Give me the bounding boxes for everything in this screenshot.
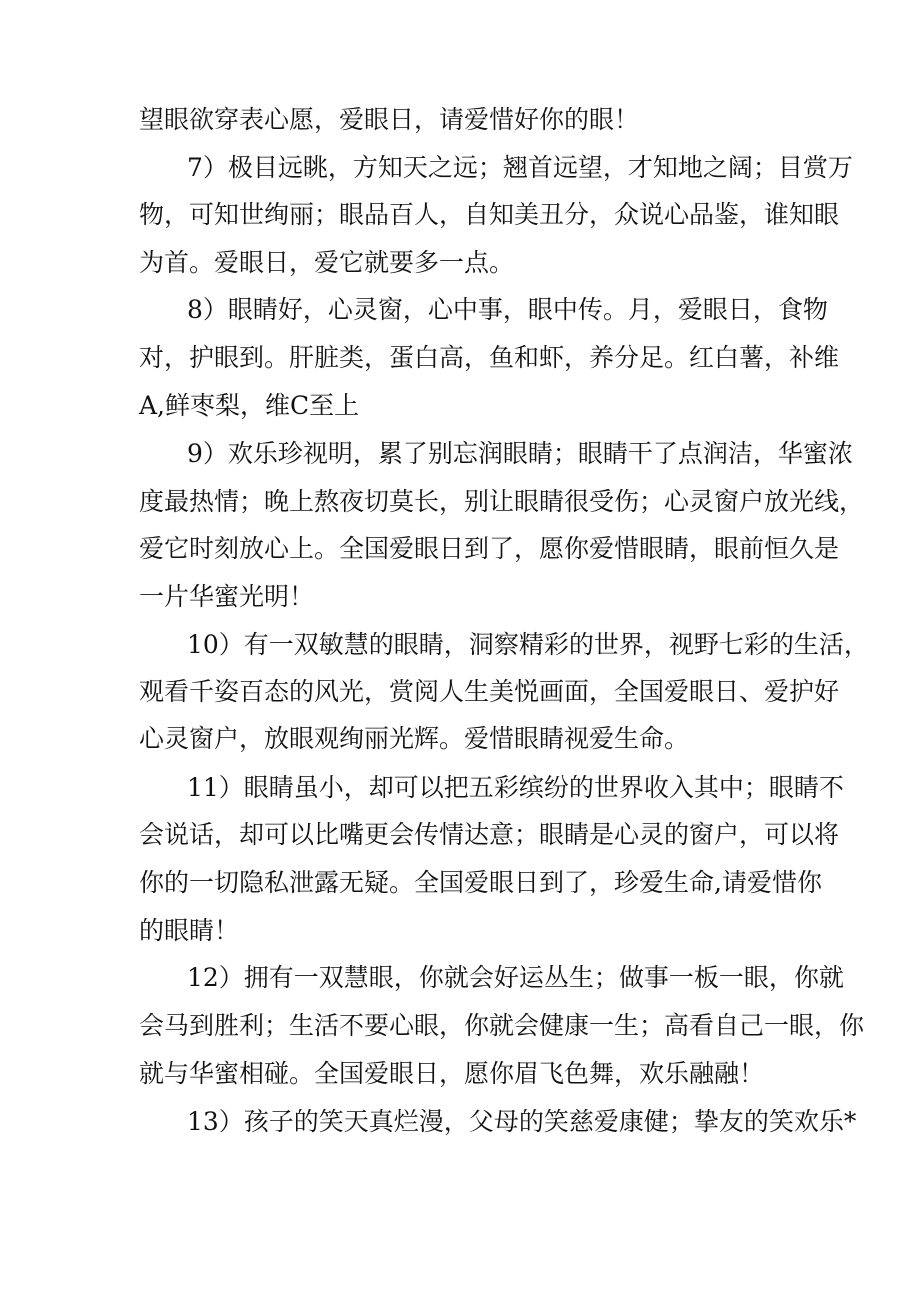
text-line: 的眼睛！ bbox=[139, 916, 240, 945]
text-line: 一片华蜜光明！ bbox=[139, 582, 315, 611]
paragraph-10-line: 10）有一双敏慧的眼睛，洞察精彩的世界，视野七彩的生活， bbox=[187, 630, 869, 659]
text-line: 你的一切隐私泄露无疑。全国爱眼日到了，珍爱生命,请爱惜你 bbox=[139, 868, 822, 897]
text-line: 望眼欲穿表心愿，爱眼日，请爱惜好你的眼！ bbox=[139, 105, 640, 134]
paragraph-11-line: 11）眼睛虽小，却可以把五彩缤纷的世界收入其中；眼睛不 bbox=[187, 773, 844, 802]
text-line: A,鲜枣梨，维C至上 bbox=[139, 391, 360, 420]
paragraph-9-line: 9）欢乐珍视明，累了别忘润眼睛；眼睛干了点润洁，华蜜浓 bbox=[187, 439, 853, 468]
text-line: 就与华蜜相碰。全国爱眼日，愿你眉飞色舞，欢乐融融！ bbox=[139, 1059, 765, 1088]
text-line: 为首。爱眼日，爱它就要多一点。 bbox=[139, 248, 515, 277]
text-line: 会说话，却可以比嘴更会传情达意；眼睛是心灵的窗户，可以将 bbox=[139, 820, 840, 849]
paragraph-13-line: 13）孩子的笑天真烂漫，父母的笑慈爱康健；挚友的笑欢乐* bbox=[187, 1107, 857, 1136]
paragraph-8-line: 8）眼睛好，心灵窗，心中事，眼中传。月，爱眼日，食物 bbox=[187, 295, 828, 324]
text-line: 对，护眼到。肝脏类，蛋白高，鱼和虾，养分足。红白薯，补维 bbox=[139, 343, 840, 372]
paragraph-12-line: 12）拥有一双慧眼，你就会好运丛生；做事一板一眼，你就 bbox=[187, 963, 844, 992]
text-line: 物，可知世绚丽；眼品百人，自知美丑分，众说心品鉴，谁知眼 bbox=[139, 200, 840, 229]
text-line: 观看千姿百态的风光，赏阅人生美悦画面，全国爱眼日、爱护好 bbox=[139, 677, 840, 706]
text-line: 会马到胜利；生活不要心眼，你就会健康一生；高看自己一眼，你 bbox=[139, 1011, 865, 1040]
paragraph-7-line: 7）极目远眺，方知天之远；翘首远望，才知地之阔；目赏万 bbox=[187, 153, 853, 182]
text-line: 爱它时刻放心上。全国爱眼日到了，愿你爱惜眼睛，眼前恒久是 bbox=[139, 534, 840, 563]
text-line: 度最热情；晚上熬夜切莫长，别让眼睛很受伤；心灵窗户放光线， bbox=[139, 487, 865, 516]
text-line: 心灵窗户，放眼观绚丽光辉。爱惜眼睛视爱生命。 bbox=[139, 724, 690, 753]
